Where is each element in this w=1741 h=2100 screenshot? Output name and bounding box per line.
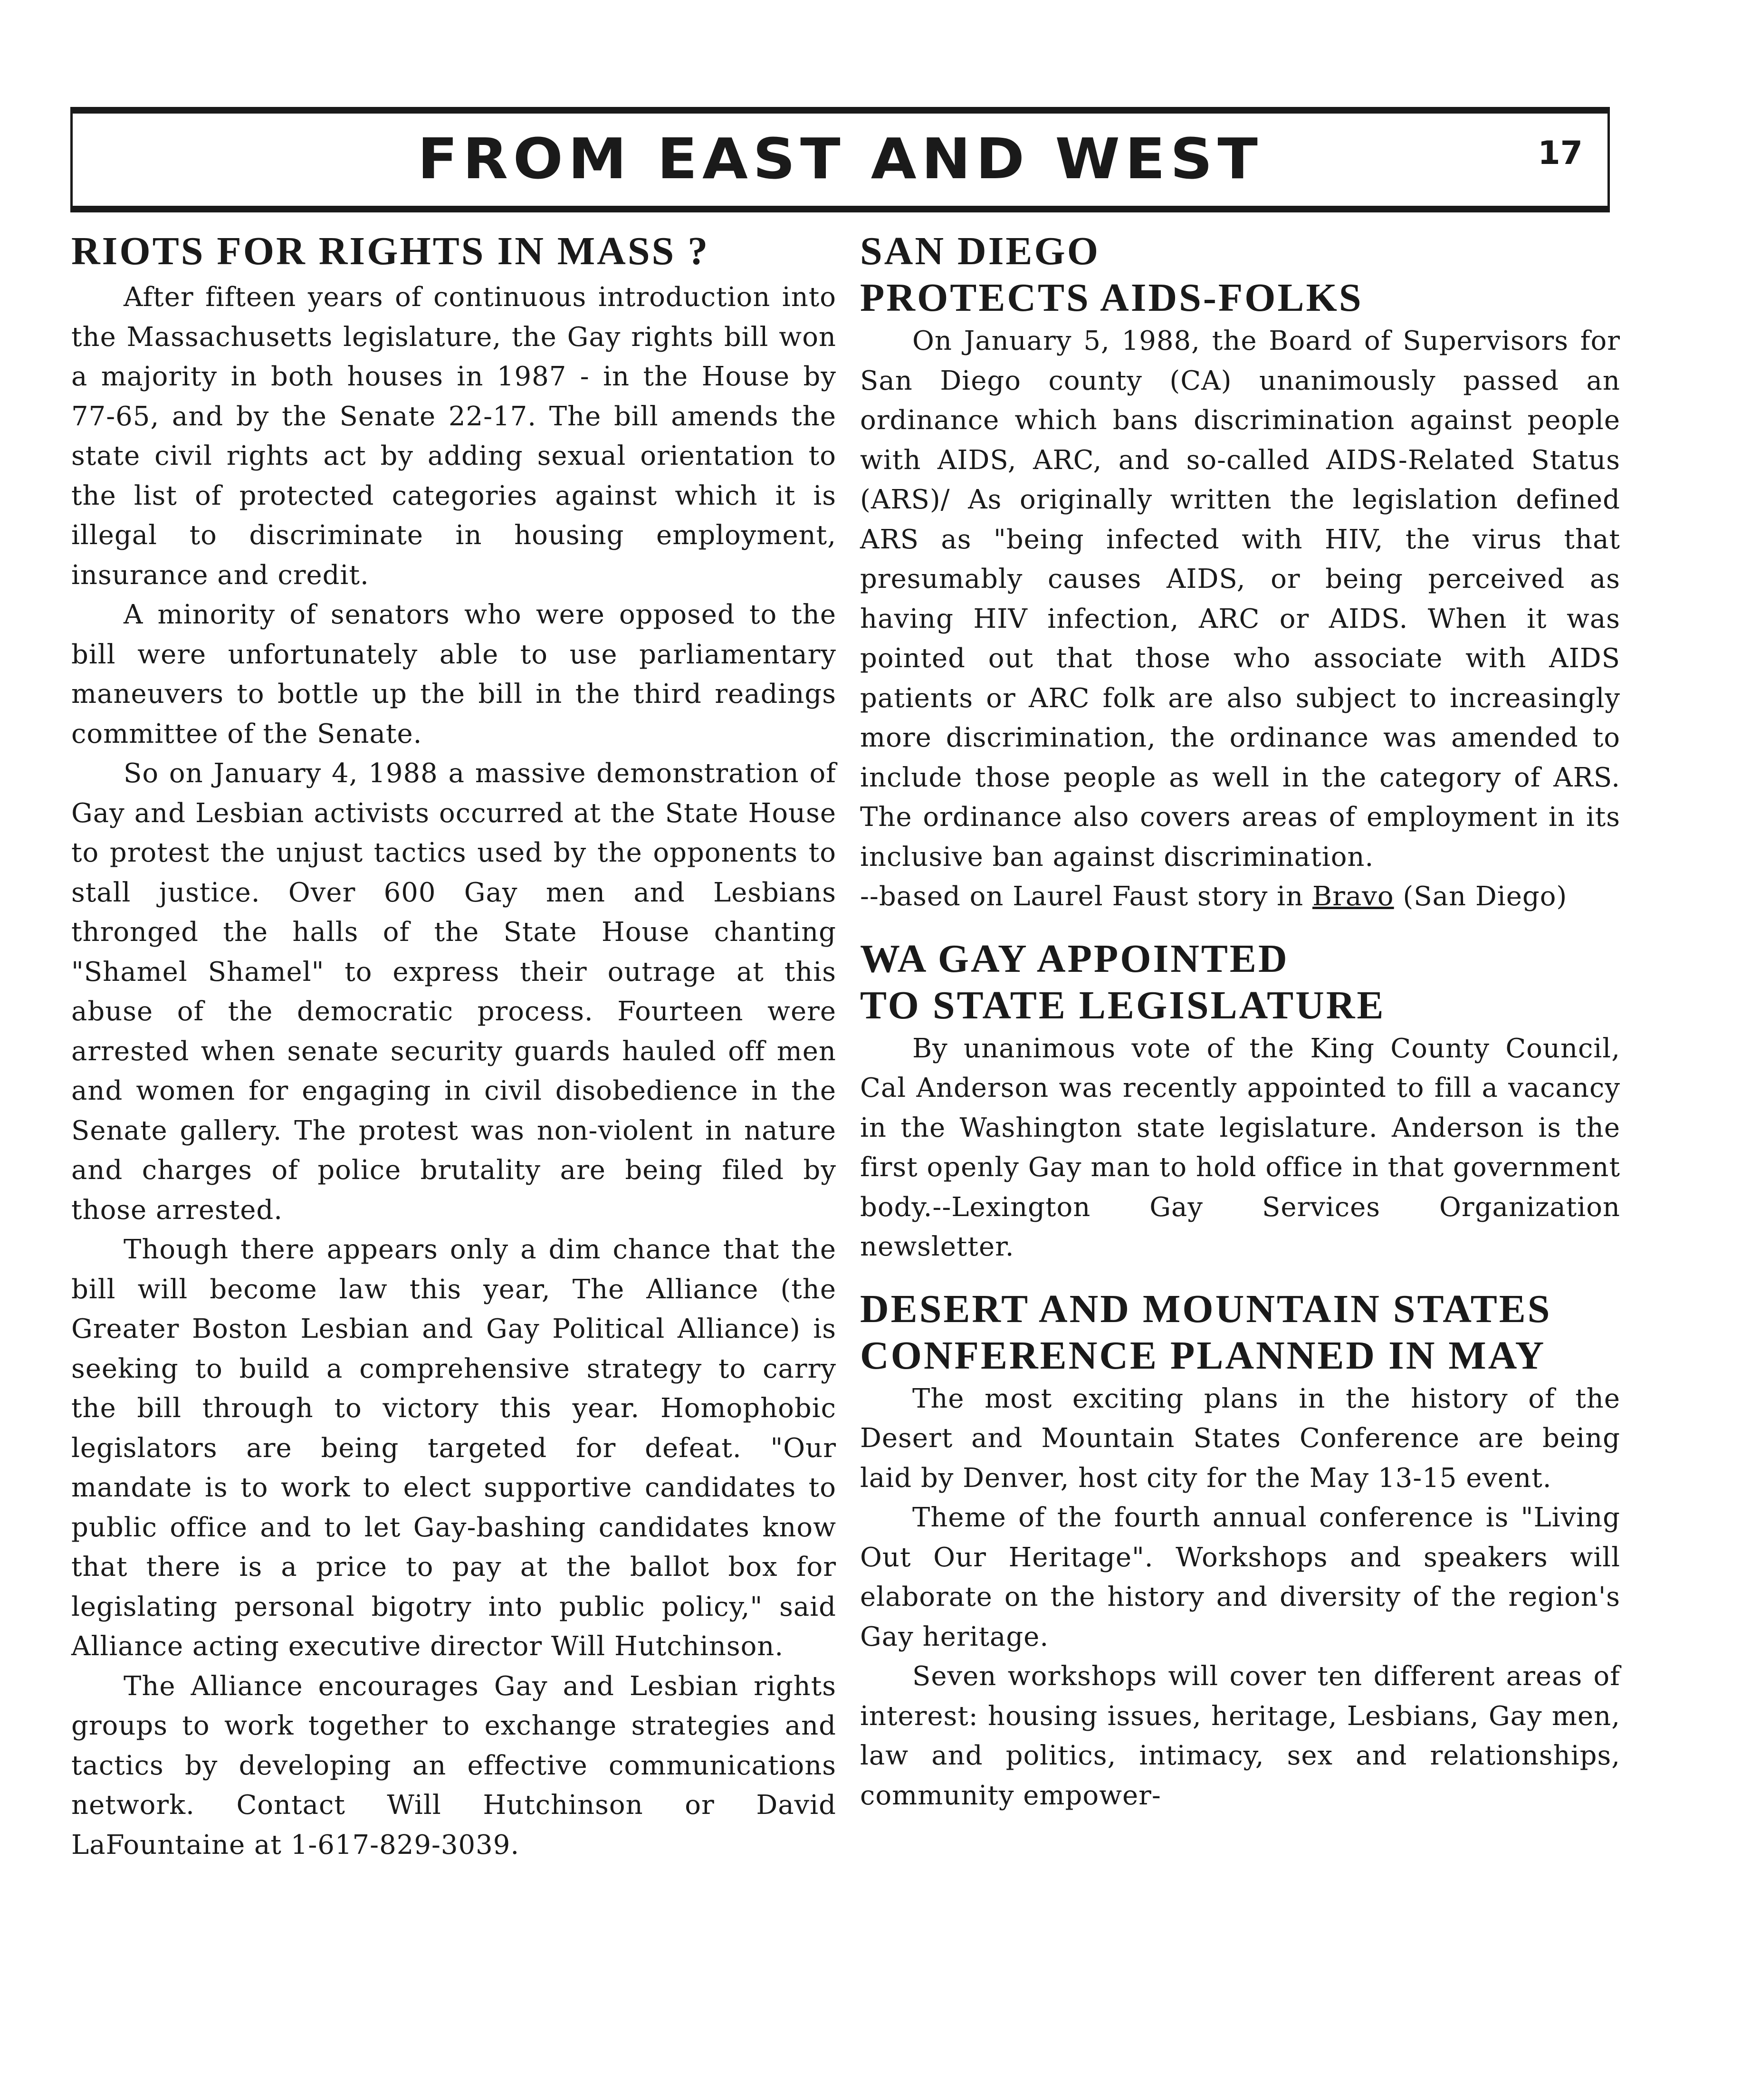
article-desert-mountain-conference (860, 1286, 1620, 1816)
article-paragraph: A minority of senators who were opposed to the bill were unfortunately able to use parliamentary maneuvers to bottle up the bill in the third readings committee of the Senate. (71, 599, 836, 749)
article-paragraph: So on January 4, 1988 a massive demonstration of Gay and Lesbian activists occurred at the State House to protest the unjust tactics used by the opponents to stall justice. Over 600 Gay men and Lesbians thronged the halls of the State House chanting "Shamel Shamel" to express their outrage at this abuse of the democratic process. Fourteen were arrested when senate security guards hauled off men and women for engaging in civil disobedience in the Senate gallery. The protest was non-violent in nature and charges of police brutality are being filed by those arrested. (71, 758, 836, 1226)
article-headline: PROTECTS AIDS-FOLKS (860, 276, 1363, 320)
article-riots-for-rights (71, 228, 836, 1865)
article-credit (860, 877, 1620, 917)
credit-prefix: --based on Laurel Faust story in (860, 881, 1312, 912)
credit-suffix: (San Diego) (1394, 881, 1568, 912)
article-paragraph: After fifteen years of continuous introduction into the Massachusetts legislature, the Gay rights bill won a majority in both houses in 1987 - in the House by 77-65, and by the Senate 22-17. The bill amends the state civil rights act by adding sexual orientation to the list of protected categories against which it is illegal to discriminate in housing employment, insurance and credit. (71, 282, 836, 591)
section-title: FROM EAST AND WEST (417, 126, 1263, 192)
article-paragraph: By unanimous vote of the King County Council, Cal Anderson was recently appointed to fill a vacancy in the Washington state legislature. Anderson is the first openly Gay man to hold office in that government body.--Lexington Gay Services Organization newsletter. (860, 1033, 1620, 1262)
article-paragraph: The Alliance encourages Gay and Lesbian rights groups to work together to exchange strategies and tactics by developing an effective communications network. Contact Will Hutchinson or David LaFountaine at 1-617-829-3039. (71, 1670, 836, 1860)
left-column (71, 228, 836, 1865)
article-paragraph: On January 5, 1988, the Board of Supervisors for San Diego county (CA) unanimously passed an ordinance which bans discrimination against people with AIDS, ARC, and so-called AIDS-Related Status (ARS)/ As originally written the legislation defined ARS as "being infected with HIV, the virus that presumably causes AIDS, or being perceived as having HIV infection, ARC or AIDS. When it was pointed out that those who associate with AIDS patients or ARC folk are also subject to increasingly more discrimination, the ordinance was amended to include those people as well in the category of ARS. The ordinance also covers areas of employment in its inclusive ban against discrimination. (860, 326, 1620, 873)
masthead (70, 107, 1610, 212)
article-paragraph: Seven workshops will cover ten different areas of interest: housing issues, heritage, Lesbians, Gay men, law and politics, intimacy, sex and relationships, community empower- (860, 1661, 1620, 1811)
article-headline: CONFERENCE PLANNED IN MAY (860, 1333, 1546, 1378)
article-paragraph: Though there appears only a dim chance that the bill will become law this year, The Alliance (the Greater Boston Lesbian and Gay Political Alliance) is seeking to build a comprehensive strategy to carry the bill through to victory this year. Homophobic legislators are being targeted for defeat. "Our mandate is to work to elect supportive candidates to public office and to let Gay-bashing candidates know that there is a price to pay at the ballot box for legislating personal bigotry into public policy," said Alliance acting executive director Will Hutchinson. (71, 1234, 836, 1662)
right-column (860, 228, 1620, 1815)
article-wa-gay-appointed (860, 936, 1620, 1267)
article-headline: WA GAY APPOINTED (860, 936, 1289, 981)
article-paragraph: Theme of the fourth annual conference is "Living Out Our Heritage". Workshops and speakers will elaborate on the history and diversity of the region's Gay heritage. (860, 1502, 1620, 1652)
article-spacer (860, 917, 1620, 936)
page-number: 17 (1538, 134, 1583, 172)
article-paragraph: The most exciting plans in the history of the Desert and Mountain States Conference are being laid by Denver, host city for the May 13-15 event. (860, 1383, 1620, 1494)
article-san-diego (860, 228, 1620, 917)
article-headline: SAN DIEGO (860, 229, 1100, 273)
publication-name: Bravo (1312, 881, 1394, 912)
article-headline: TO STATE LEGISLATURE (860, 983, 1386, 1027)
article-headline: RIOTS FOR RIGHTS IN MASS ? (71, 229, 710, 273)
article-headline: DESERT AND MOUNTAIN STATES (860, 1286, 1552, 1331)
article-spacer (860, 1267, 1620, 1286)
